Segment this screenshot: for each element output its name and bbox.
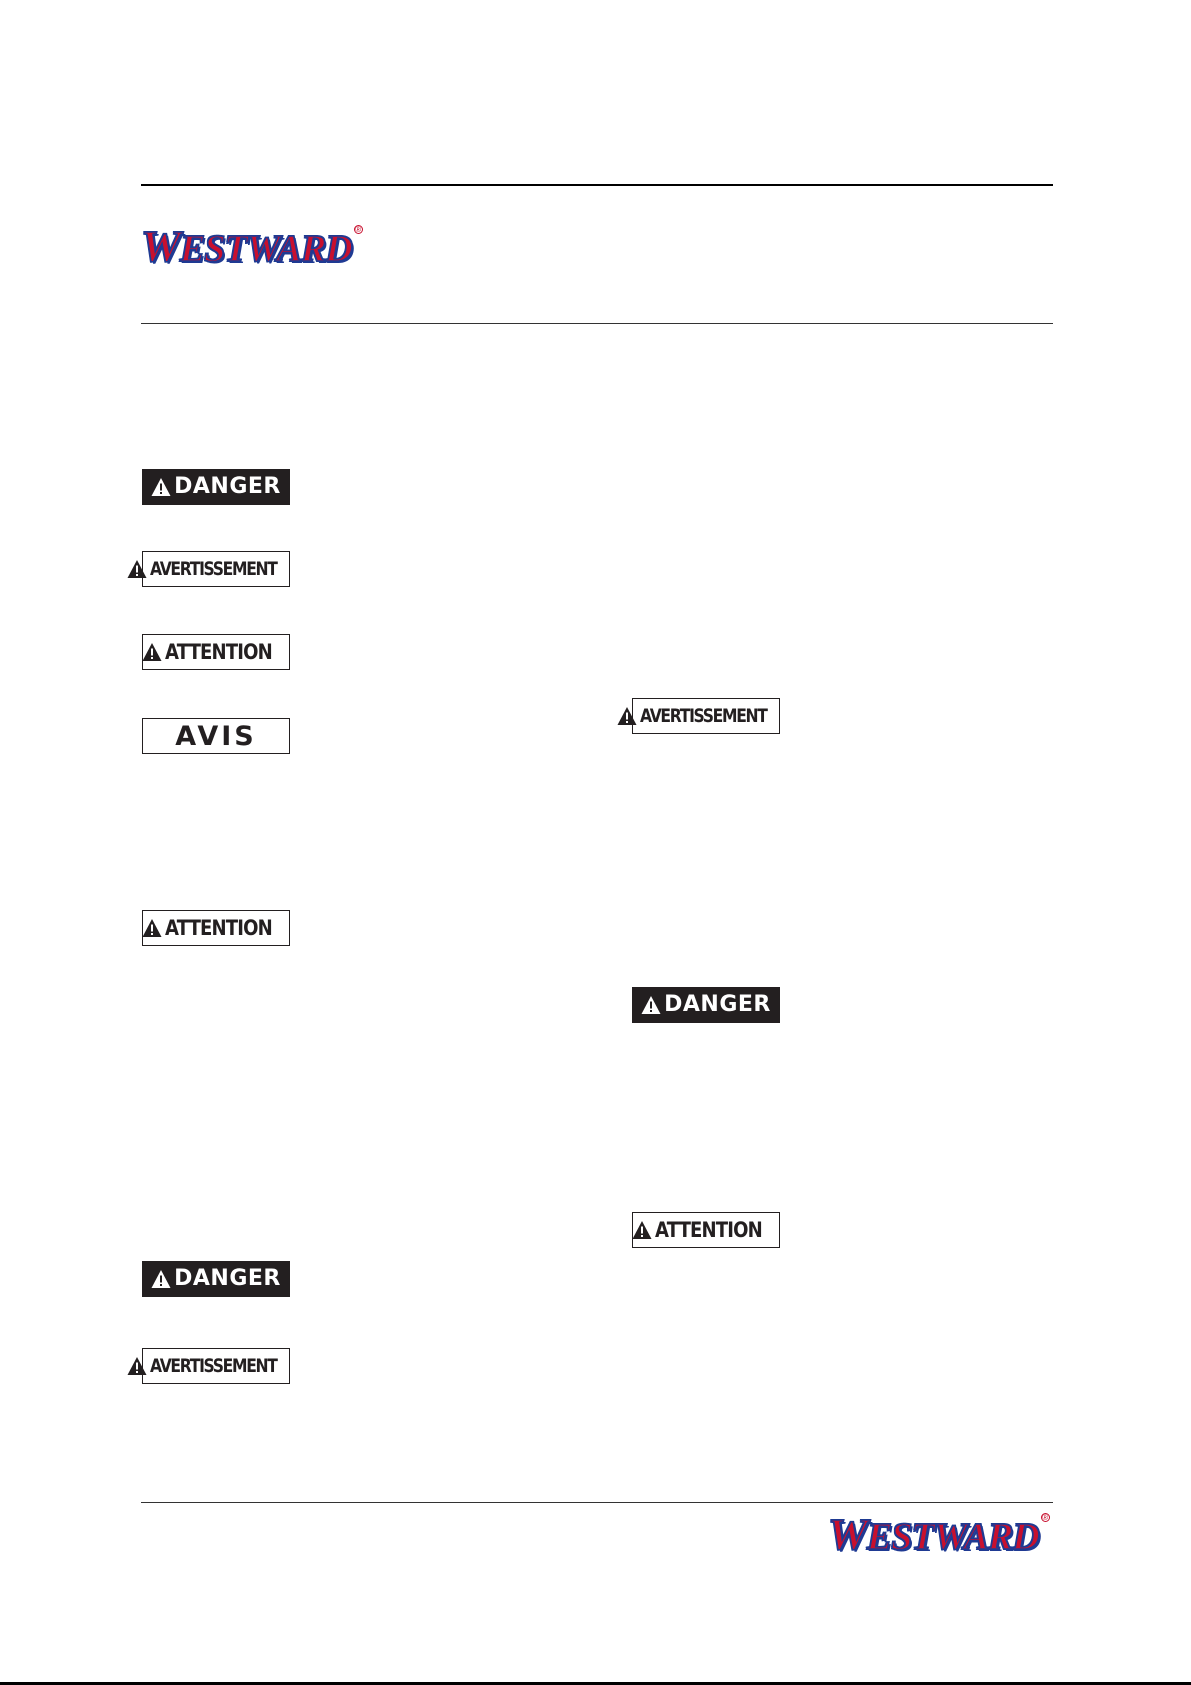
registered-mark: ®: [355, 225, 362, 234]
header-logo: [141, 221, 363, 271]
logo-wordmark: [141, 221, 352, 271]
sign-label: AVERTISSEMENT: [150, 557, 277, 580]
danger-sign: [142, 469, 290, 505]
logo-initial: W: [828, 1509, 867, 1559]
warning-triangle-icon: [142, 918, 162, 938]
sign-label: ATTENTION: [655, 1217, 763, 1242]
sign-label: AVERTISSEMENT: [150, 1354, 277, 1377]
sign-label: DANGER: [174, 474, 281, 499]
attention-sign: [142, 634, 290, 670]
logo-wordmark: [828, 1509, 1039, 1559]
sign-label: AVIS: [175, 720, 257, 752]
warning-triangle-icon: [127, 559, 147, 579]
warning-triangle-icon: [127, 1356, 147, 1376]
warning-triangle-icon: [617, 706, 637, 726]
sign-label: AVERTISSEMENT: [640, 704, 767, 727]
danger-sign: [632, 987, 780, 1023]
warning-triangle-icon: [142, 642, 162, 662]
attention-sign: [632, 1212, 780, 1248]
logo-initial: W: [141, 221, 180, 271]
avertissement-sign: [142, 1348, 290, 1384]
footer-rule: [141, 1502, 1053, 1503]
avertissement-sign: [632, 698, 780, 734]
avertissement-sign: [142, 551, 290, 587]
warning-triangle-icon: [632, 1220, 652, 1240]
sign-label: DANGER: [664, 992, 771, 1017]
sign-label: DANGER: [174, 1266, 281, 1291]
registered-mark: ®: [1042, 1513, 1049, 1522]
attention-sign: [142, 910, 290, 946]
logo-rest: ESTWARD: [866, 1516, 1039, 1558]
logo-rest: ESTWARD: [179, 228, 352, 270]
danger-sign: [142, 1261, 290, 1297]
footer-logo: [828, 1509, 1050, 1559]
avis-sign: [142, 718, 290, 754]
warning-triangle-icon: [641, 995, 661, 1015]
sign-label: ATTENTION: [165, 915, 273, 940]
warning-triangle-icon: [151, 477, 171, 497]
header-bottom-rule: [141, 323, 1053, 324]
warning-triangle-icon: [151, 1269, 171, 1289]
sign-label: ATTENTION: [165, 639, 273, 664]
header-top-rule: [141, 184, 1053, 186]
